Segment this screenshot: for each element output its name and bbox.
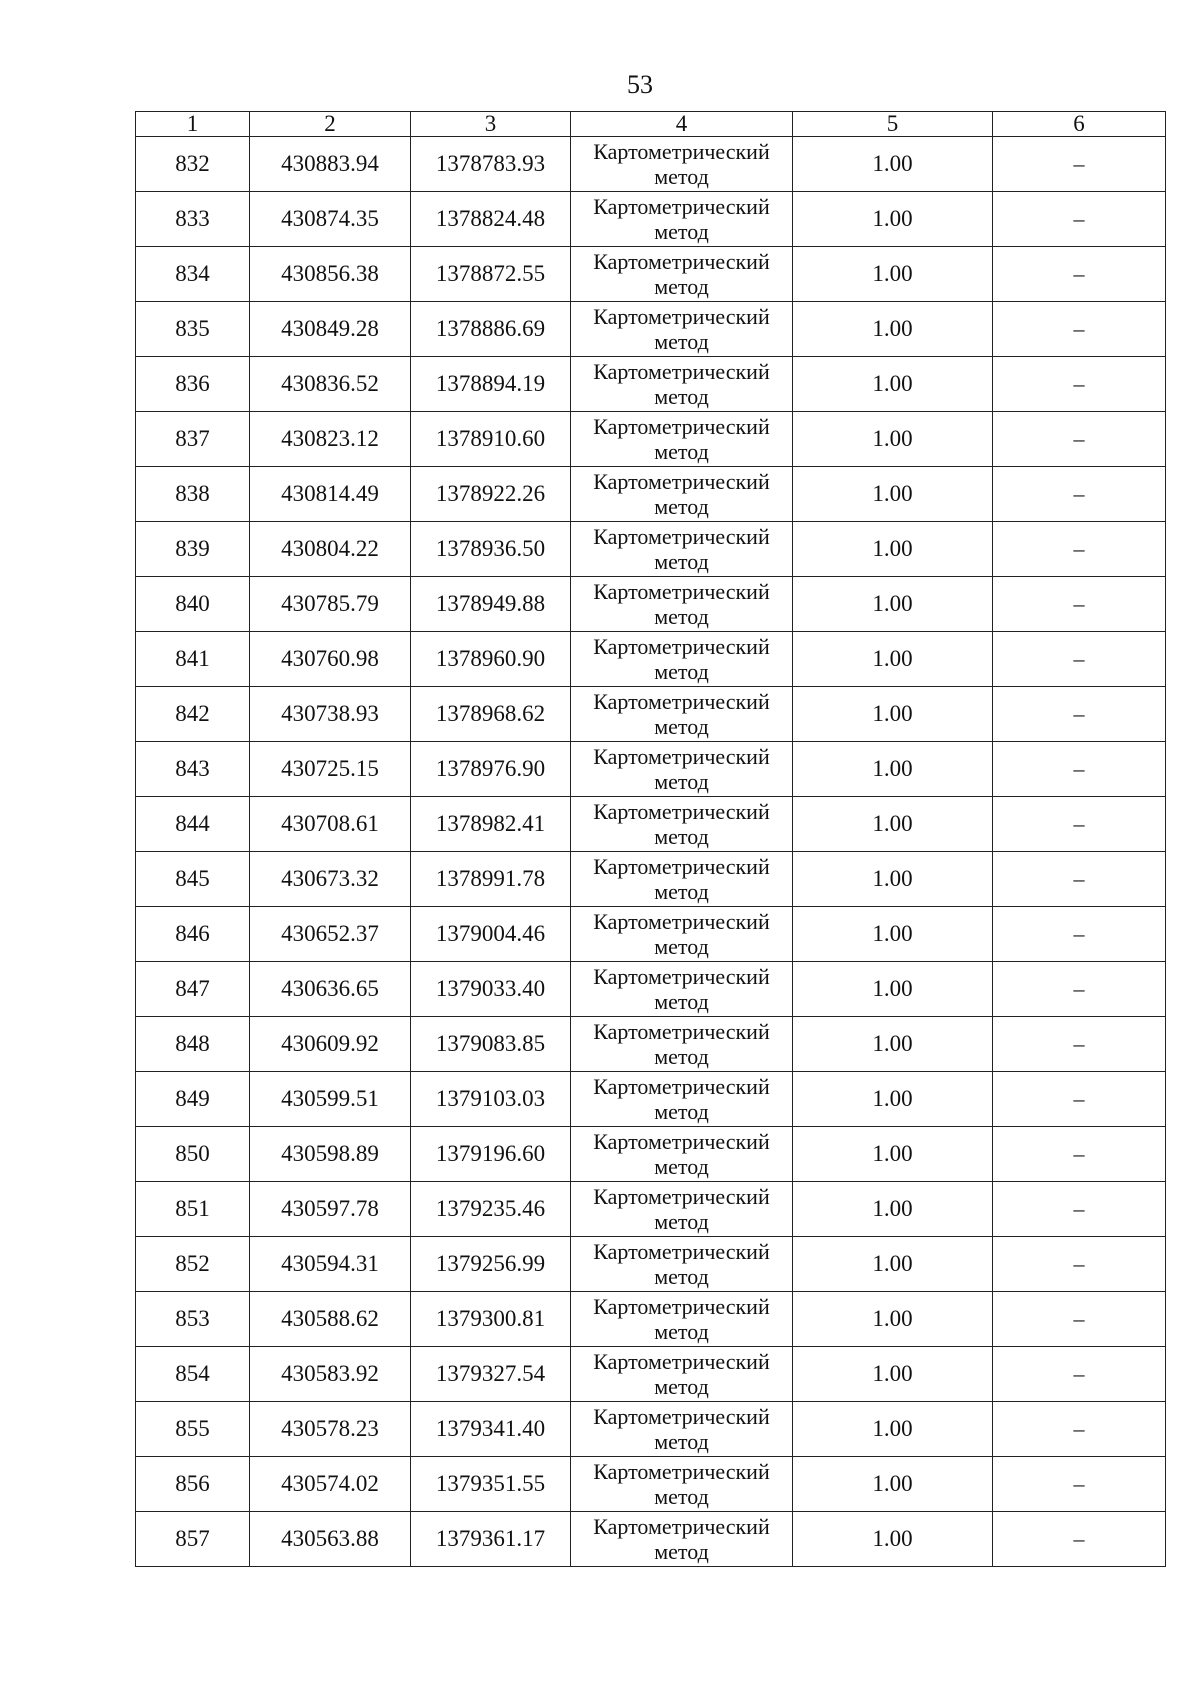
method-cell xyxy=(571,632,793,687)
table-row xyxy=(136,1017,1166,1072)
table-row xyxy=(136,687,1166,742)
note-cell: – xyxy=(993,1182,1166,1237)
method-cell xyxy=(571,137,793,192)
x-coordinate-cell: 430836.52 xyxy=(250,357,411,412)
method-cell xyxy=(571,1402,793,1457)
column-header: 4 xyxy=(571,112,793,137)
point-number-cell: 851 xyxy=(136,1182,250,1237)
x-coordinate-cell: 430708.61 xyxy=(250,797,411,852)
method-text-line1: Картометрический xyxy=(593,634,770,659)
method-text-line1: Картометрический xyxy=(593,1074,770,1099)
point-number-cell: 853 xyxy=(136,1292,250,1347)
point-number-cell: 854 xyxy=(136,1347,250,1402)
method-text-line1: Картометрический xyxy=(593,1294,770,1319)
y-coordinate-cell: 1378922.26 xyxy=(411,467,571,522)
column-header: 3 xyxy=(411,112,571,137)
table-row xyxy=(136,1182,1166,1237)
method-cell xyxy=(571,1512,793,1567)
y-coordinate-cell: 1379256.99 xyxy=(411,1237,571,1292)
y-coordinate-cell: 1378936.50 xyxy=(411,522,571,577)
method-text-line1: Картометрический xyxy=(593,1184,770,1209)
accuracy-cell: 1.00 xyxy=(793,797,993,852)
method-cell xyxy=(571,412,793,467)
method-text-line1: Картометрический xyxy=(593,1019,770,1044)
accuracy-cell: 1.00 xyxy=(793,687,993,742)
method-text-line2: метод xyxy=(654,1044,709,1069)
point-number-cell: 855 xyxy=(136,1402,250,1457)
point-number-cell: 833 xyxy=(136,192,250,247)
method-text-line2: метод xyxy=(654,494,709,519)
note-cell: – xyxy=(993,1017,1166,1072)
table-row xyxy=(136,357,1166,412)
y-coordinate-cell: 1378949.88 xyxy=(411,577,571,632)
y-coordinate-cell: 1378872.55 xyxy=(411,247,571,302)
accuracy-cell: 1.00 xyxy=(793,137,993,192)
point-number-cell: 857 xyxy=(136,1512,250,1567)
accuracy-cell: 1.00 xyxy=(793,1072,993,1127)
note-cell: – xyxy=(993,522,1166,577)
y-coordinate-cell: 1379300.81 xyxy=(411,1292,571,1347)
method-text-line2: метод xyxy=(654,659,709,684)
point-number-cell: 840 xyxy=(136,577,250,632)
accuracy-cell: 1.00 xyxy=(793,522,993,577)
point-number-cell: 848 xyxy=(136,1017,250,1072)
method-cell xyxy=(571,1347,793,1402)
table-row xyxy=(136,907,1166,962)
accuracy-cell: 1.00 xyxy=(793,247,993,302)
y-coordinate-cell: 1379341.40 xyxy=(411,1402,571,1457)
note-cell: – xyxy=(993,1512,1166,1567)
method-text-line2: метод xyxy=(654,879,709,904)
method-text-line2: метод xyxy=(654,1374,709,1399)
table-row xyxy=(136,467,1166,522)
method-text-line2: метод xyxy=(654,989,709,1014)
method-text-line2: метод xyxy=(654,604,709,629)
y-coordinate-cell: 1379033.40 xyxy=(411,962,571,1017)
y-coordinate-cell: 1378910.60 xyxy=(411,412,571,467)
note-cell: – xyxy=(993,247,1166,302)
note-cell: – xyxy=(993,907,1166,962)
table-row xyxy=(136,1237,1166,1292)
page-number: 53 xyxy=(627,70,653,99)
method-cell xyxy=(571,852,793,907)
method-text-line1: Картометрический xyxy=(593,1459,770,1484)
method-cell xyxy=(571,1237,793,1292)
method-text-line2: метод xyxy=(654,219,709,244)
method-text-line2: метод xyxy=(654,274,709,299)
method-text-line1: Картометрический xyxy=(593,194,770,219)
x-coordinate-cell: 430856.38 xyxy=(250,247,411,302)
x-coordinate-cell: 430588.62 xyxy=(250,1292,411,1347)
method-cell xyxy=(571,1292,793,1347)
x-coordinate-cell: 430738.93 xyxy=(250,687,411,742)
x-coordinate-cell: 430594.31 xyxy=(250,1237,411,1292)
note-cell: – xyxy=(993,632,1166,687)
x-coordinate-cell: 430597.78 xyxy=(250,1182,411,1237)
table-row xyxy=(136,137,1166,192)
x-coordinate-cell: 430636.65 xyxy=(250,962,411,1017)
table-row xyxy=(136,632,1166,687)
note-cell: – xyxy=(993,852,1166,907)
y-coordinate-cell: 1379235.46 xyxy=(411,1182,571,1237)
table-row xyxy=(136,247,1166,302)
method-cell xyxy=(571,467,793,522)
method-text-line2: метод xyxy=(654,714,709,739)
method-text-line1: Картометрический xyxy=(593,1349,770,1374)
table-row xyxy=(136,797,1166,852)
note-cell: – xyxy=(993,687,1166,742)
x-coordinate-cell: 430814.49 xyxy=(250,467,411,522)
accuracy-cell: 1.00 xyxy=(793,1457,993,1512)
x-coordinate-cell: 430609.92 xyxy=(250,1017,411,1072)
method-text-line1: Картометрический xyxy=(593,414,770,439)
x-coordinate-cell: 430599.51 xyxy=(250,1072,411,1127)
table-body xyxy=(136,137,1166,1567)
note-cell: – xyxy=(993,1292,1166,1347)
method-text-line2: метод xyxy=(654,1209,709,1234)
note-cell: – xyxy=(993,1127,1166,1182)
accuracy-cell: 1.00 xyxy=(793,852,993,907)
method-text-line1: Картометрический xyxy=(593,304,770,329)
y-coordinate-cell: 1379103.03 xyxy=(411,1072,571,1127)
x-coordinate-cell: 430583.92 xyxy=(250,1347,411,1402)
table-row xyxy=(136,1127,1166,1182)
method-cell xyxy=(571,907,793,962)
method-text-line2: метод xyxy=(654,384,709,409)
method-cell xyxy=(571,1127,793,1182)
accuracy-cell: 1.00 xyxy=(793,742,993,797)
method-text-line2: метод xyxy=(654,329,709,354)
note-cell: – xyxy=(993,1402,1166,1457)
method-text-line1: Картометрический xyxy=(593,139,770,164)
y-coordinate-cell: 1379083.85 xyxy=(411,1017,571,1072)
accuracy-cell: 1.00 xyxy=(793,1237,993,1292)
method-cell xyxy=(571,522,793,577)
accuracy-cell: 1.00 xyxy=(793,577,993,632)
method-text-line1: Картометрический xyxy=(593,744,770,769)
y-coordinate-cell: 1378824.48 xyxy=(411,192,571,247)
y-coordinate-cell: 1378968.62 xyxy=(411,687,571,742)
method-text-line2: метод xyxy=(654,769,709,794)
y-coordinate-cell: 1379327.54 xyxy=(411,1347,571,1402)
y-coordinate-cell: 1379004.46 xyxy=(411,907,571,962)
x-coordinate-cell: 430598.89 xyxy=(250,1127,411,1182)
method-text-line1: Картометрический xyxy=(593,1239,770,1264)
table-row xyxy=(136,852,1166,907)
method-text-line1: Картометрический xyxy=(593,964,770,989)
column-header: 2 xyxy=(250,112,411,137)
y-coordinate-cell: 1378894.19 xyxy=(411,357,571,412)
point-number-cell: 841 xyxy=(136,632,250,687)
method-cell xyxy=(571,247,793,302)
table-row xyxy=(136,302,1166,357)
method-text-line2: метод xyxy=(654,439,709,464)
x-coordinate-cell: 430804.22 xyxy=(250,522,411,577)
note-cell: – xyxy=(993,1347,1166,1402)
method-text-line2: метод xyxy=(654,549,709,574)
table-row xyxy=(136,1402,1166,1457)
method-text-line2: метод xyxy=(654,1099,709,1124)
point-number-cell: 847 xyxy=(136,962,250,1017)
note-cell: – xyxy=(993,357,1166,412)
point-number-cell: 852 xyxy=(136,1237,250,1292)
column-header: 5 xyxy=(793,112,993,137)
y-coordinate-cell: 1379196.60 xyxy=(411,1127,571,1182)
accuracy-cell: 1.00 xyxy=(793,1292,993,1347)
point-number-cell: 844 xyxy=(136,797,250,852)
method-text-line1: Картометрический xyxy=(593,1404,770,1429)
accuracy-cell: 1.00 xyxy=(793,632,993,687)
x-coordinate-cell: 430849.28 xyxy=(250,302,411,357)
note-cell: – xyxy=(993,412,1166,467)
y-coordinate-cell: 1378783.93 xyxy=(411,137,571,192)
column-header: 6 xyxy=(993,112,1166,137)
method-cell xyxy=(571,742,793,797)
x-coordinate-cell: 430760.98 xyxy=(250,632,411,687)
point-number-cell: 843 xyxy=(136,742,250,797)
y-coordinate-cell: 1378886.69 xyxy=(411,302,571,357)
method-text-line2: метод xyxy=(654,164,709,189)
note-cell: – xyxy=(993,577,1166,632)
note-cell: – xyxy=(993,137,1166,192)
note-cell: – xyxy=(993,302,1166,357)
method-cell xyxy=(571,962,793,1017)
accuracy-cell: 1.00 xyxy=(793,357,993,412)
point-number-cell: 856 xyxy=(136,1457,250,1512)
accuracy-cell: 1.00 xyxy=(793,962,993,1017)
method-cell xyxy=(571,1457,793,1512)
method-cell xyxy=(571,687,793,742)
x-coordinate-cell: 430823.12 xyxy=(250,412,411,467)
note-cell: – xyxy=(993,742,1166,797)
column-header: 1 xyxy=(136,112,250,137)
note-cell: – xyxy=(993,467,1166,522)
table-row xyxy=(136,522,1166,577)
method-text-line1: Картометрический xyxy=(593,909,770,934)
method-text-line1: Картометрический xyxy=(593,799,770,824)
note-cell: – xyxy=(993,192,1166,247)
note-cell: – xyxy=(993,1072,1166,1127)
table-row xyxy=(136,1072,1166,1127)
method-text-line2: метод xyxy=(654,1264,709,1289)
x-coordinate-cell: 430673.32 xyxy=(250,852,411,907)
method-text-line1: Картометрический xyxy=(593,524,770,549)
table-row xyxy=(136,962,1166,1017)
point-number-cell: 846 xyxy=(136,907,250,962)
coordinates-table xyxy=(135,111,1166,1567)
x-coordinate-cell: 430652.37 xyxy=(250,907,411,962)
accuracy-cell: 1.00 xyxy=(793,192,993,247)
x-coordinate-cell: 430725.15 xyxy=(250,742,411,797)
point-number-cell: 838 xyxy=(136,467,250,522)
point-number-cell: 836 xyxy=(136,357,250,412)
method-text-line2: метод xyxy=(654,1319,709,1344)
y-coordinate-cell: 1378976.90 xyxy=(411,742,571,797)
accuracy-cell: 1.00 xyxy=(793,467,993,522)
method-text-line1: Картометрический xyxy=(593,1129,770,1154)
x-coordinate-cell: 430785.79 xyxy=(250,577,411,632)
point-number-cell: 834 xyxy=(136,247,250,302)
point-number-cell: 832 xyxy=(136,137,250,192)
method-text-line2: метод xyxy=(654,824,709,849)
method-text-line1: Картометрический xyxy=(593,469,770,494)
point-number-cell: 835 xyxy=(136,302,250,357)
method-cell xyxy=(571,577,793,632)
method-cell xyxy=(571,797,793,852)
method-text-line2: метод xyxy=(654,1484,709,1509)
y-coordinate-cell: 1378960.90 xyxy=(411,632,571,687)
accuracy-cell: 1.00 xyxy=(793,1347,993,1402)
method-text-line2: метод xyxy=(654,1154,709,1179)
method-cell xyxy=(571,1017,793,1072)
note-cell: – xyxy=(993,1237,1166,1292)
method-text-line2: метод xyxy=(654,1539,709,1564)
method-cell xyxy=(571,192,793,247)
table-header-row xyxy=(136,112,1166,137)
accuracy-cell: 1.00 xyxy=(793,302,993,357)
accuracy-cell: 1.00 xyxy=(793,907,993,962)
point-number-cell: 845 xyxy=(136,852,250,907)
method-cell xyxy=(571,357,793,412)
method-cell xyxy=(571,1072,793,1127)
point-number-cell: 837 xyxy=(136,412,250,467)
table-row xyxy=(136,1347,1166,1402)
point-number-cell: 842 xyxy=(136,687,250,742)
accuracy-cell: 1.00 xyxy=(793,412,993,467)
method-text-line1: Картометрический xyxy=(593,359,770,384)
x-coordinate-cell: 430563.88 xyxy=(250,1512,411,1567)
y-coordinate-cell: 1379361.17 xyxy=(411,1512,571,1567)
accuracy-cell: 1.00 xyxy=(793,1127,993,1182)
method-text-line1: Картометрический xyxy=(593,854,770,879)
method-cell xyxy=(571,1182,793,1237)
note-cell: – xyxy=(993,962,1166,1017)
y-coordinate-cell: 1379351.55 xyxy=(411,1457,571,1512)
accuracy-cell: 1.00 xyxy=(793,1182,993,1237)
y-coordinate-cell: 1378982.41 xyxy=(411,797,571,852)
accuracy-cell: 1.00 xyxy=(793,1402,993,1457)
method-text-line1: Картометрический xyxy=(593,1514,770,1539)
point-number-cell: 839 xyxy=(136,522,250,577)
table-row xyxy=(136,1512,1166,1567)
x-coordinate-cell: 430574.02 xyxy=(250,1457,411,1512)
accuracy-cell: 1.00 xyxy=(793,1512,993,1567)
y-coordinate-cell: 1378991.78 xyxy=(411,852,571,907)
point-number-cell: 849 xyxy=(136,1072,250,1127)
x-coordinate-cell: 430578.23 xyxy=(250,1402,411,1457)
table-row xyxy=(136,192,1166,247)
point-number-cell: 850 xyxy=(136,1127,250,1182)
method-text-line1: Картометрический xyxy=(593,579,770,604)
method-text-line1: Картометрический xyxy=(593,689,770,714)
method-cell xyxy=(571,302,793,357)
method-text-line2: метод xyxy=(654,1429,709,1454)
note-cell: – xyxy=(993,797,1166,852)
table-row xyxy=(136,742,1166,797)
accuracy-cell: 1.00 xyxy=(793,1017,993,1072)
method-text-line2: метод xyxy=(654,934,709,959)
table-row xyxy=(136,577,1166,632)
table-row xyxy=(136,1292,1166,1347)
note-cell: – xyxy=(993,1457,1166,1512)
table-row xyxy=(136,412,1166,467)
x-coordinate-cell: 430883.94 xyxy=(250,137,411,192)
method-text-line1: Картометрический xyxy=(593,249,770,274)
table-row xyxy=(136,1457,1166,1512)
x-coordinate-cell: 430874.35 xyxy=(250,192,411,247)
